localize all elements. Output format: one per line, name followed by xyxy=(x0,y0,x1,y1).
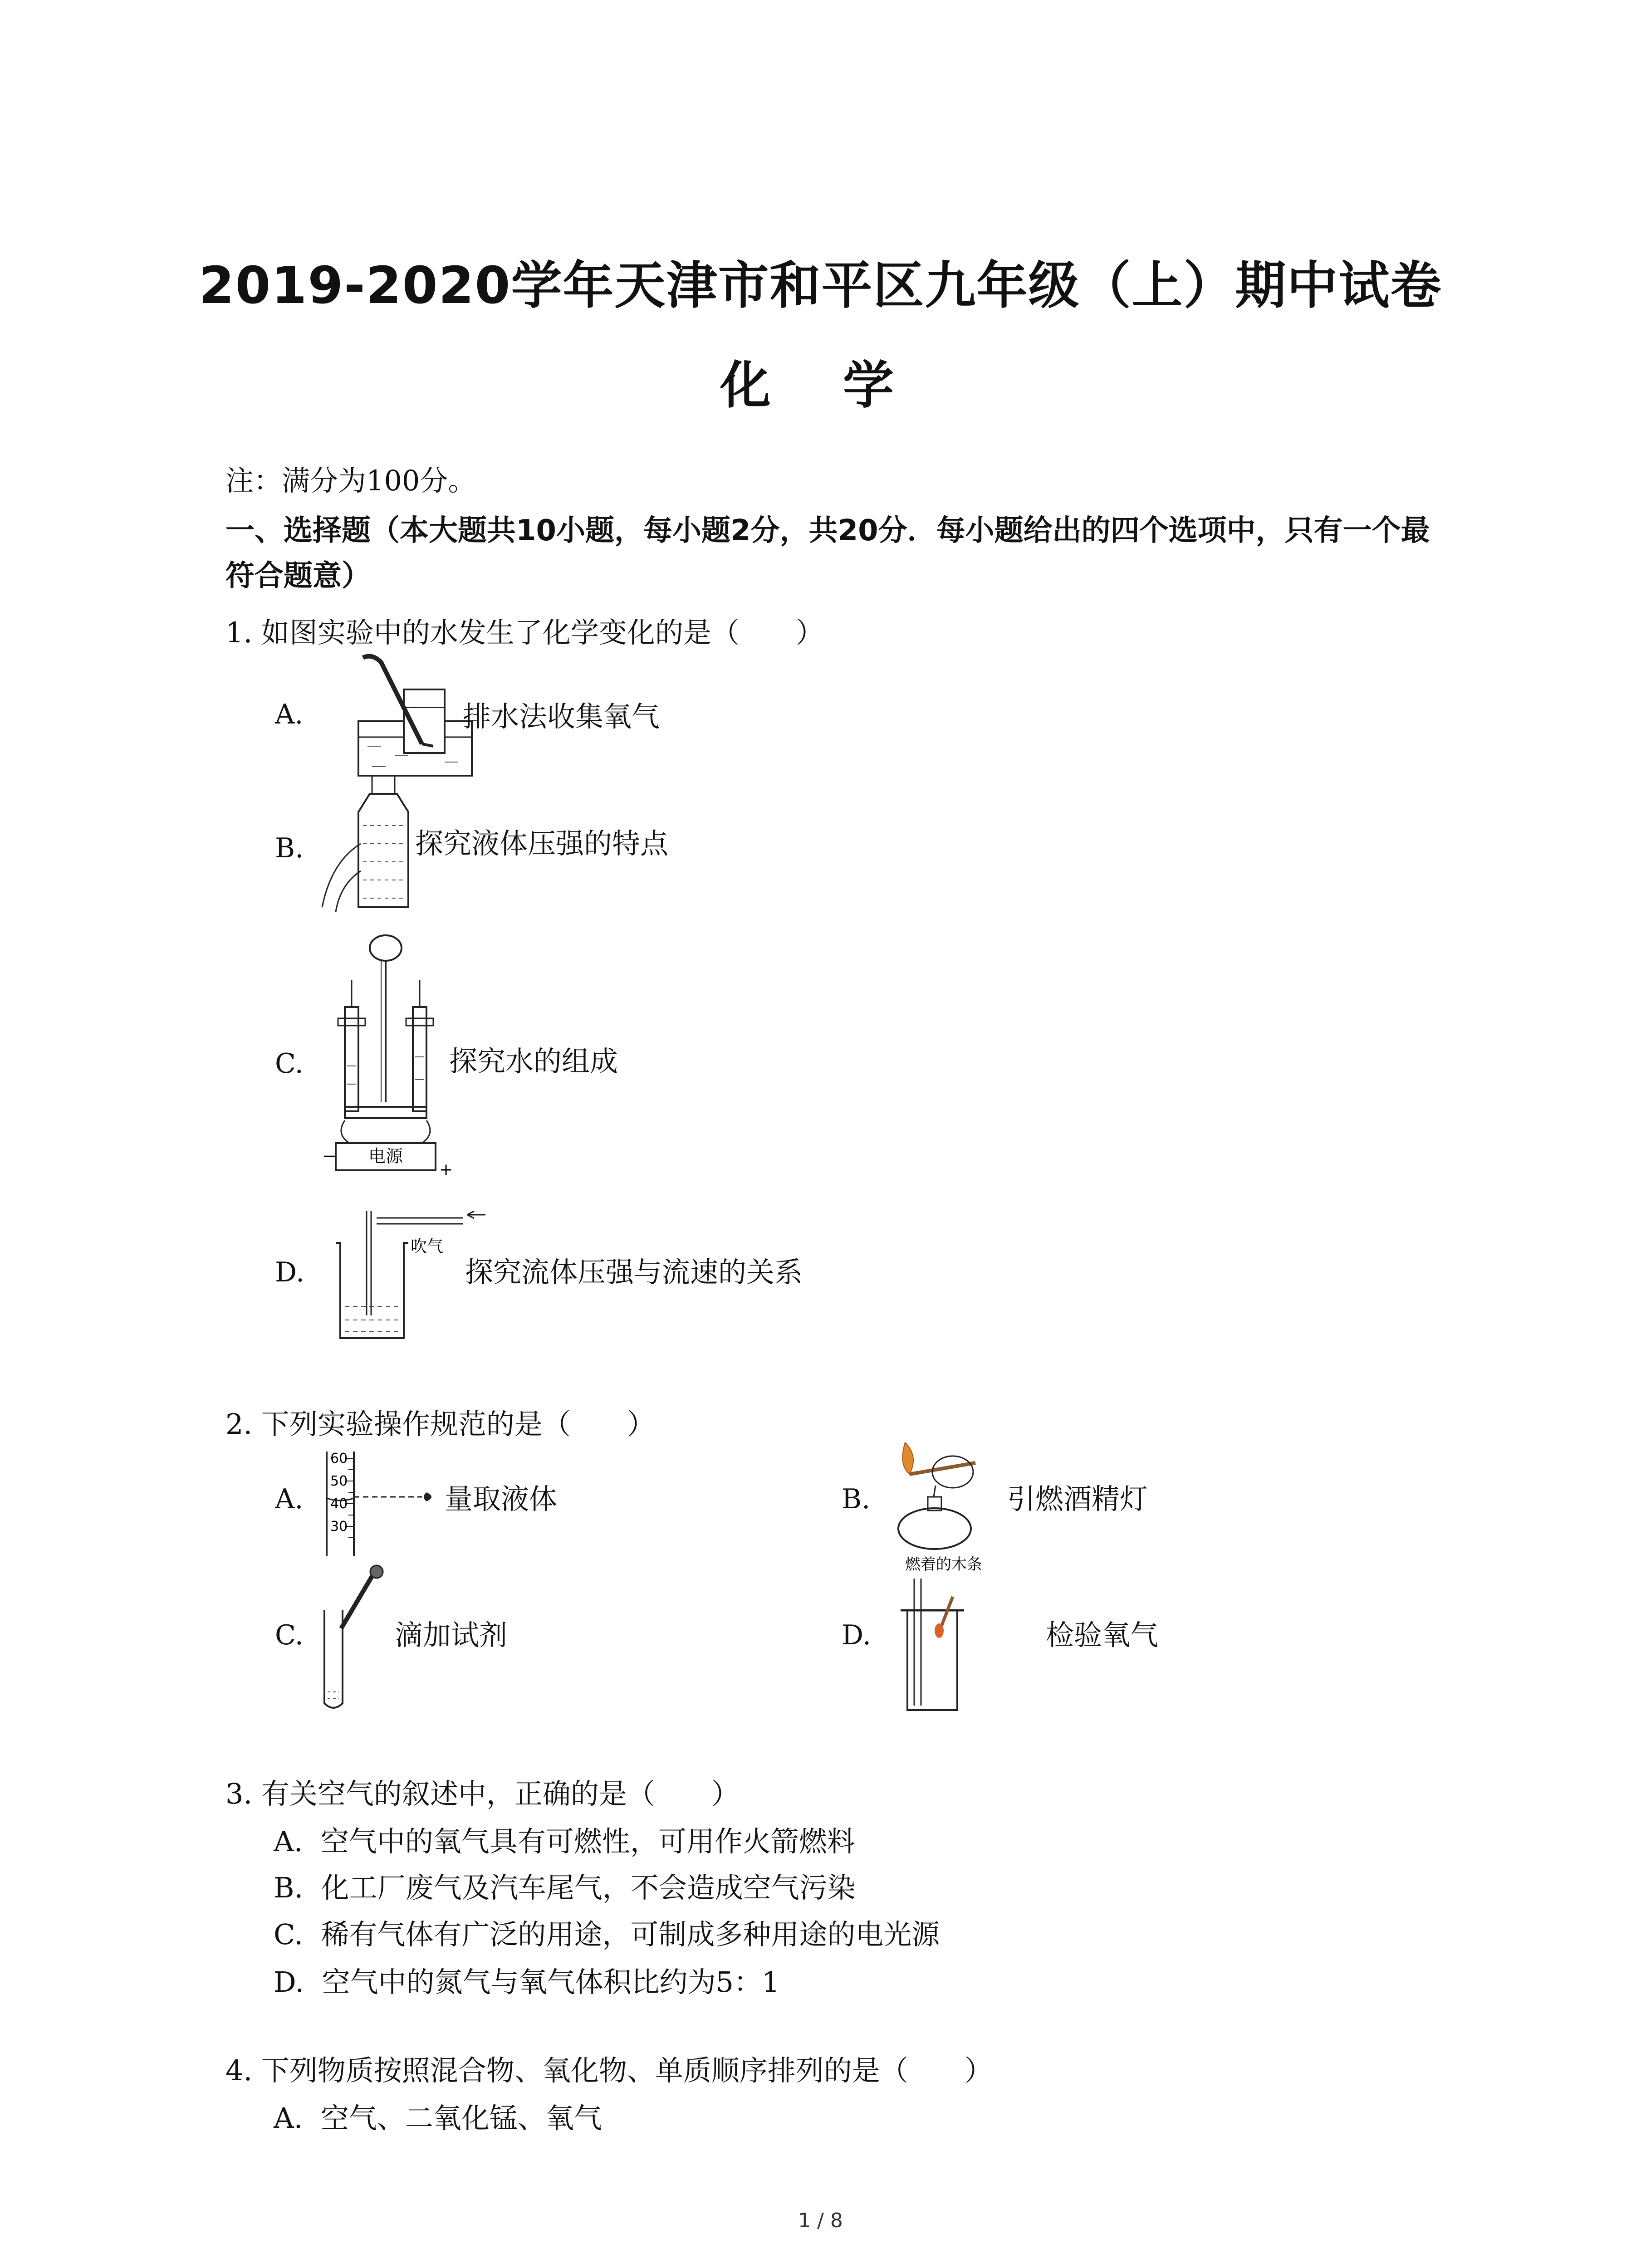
q3-option-d-text: 空气中的氮气与氧气体积比约为5：1 xyxy=(322,1965,780,1999)
q2-a-tick-60: 60 xyxy=(330,1451,348,1466)
q2-option-a-text: 量取液体 xyxy=(445,1482,558,1515)
q3-option-d xyxy=(274,1960,780,2000)
q1-option-c-letter: C. xyxy=(275,1048,304,1080)
question-2-stem: 2. 下列实验操作规范的是（ ） xyxy=(225,1408,655,1441)
q2-a-tick-50: 50 xyxy=(330,1473,348,1489)
q2-option-c-text: 滴加试剂 xyxy=(395,1618,508,1652)
q3-option-c xyxy=(274,1912,940,1952)
q3-option-a xyxy=(274,1819,855,1859)
q3-option-b xyxy=(274,1865,856,1906)
q1-c-power-label: 电源 xyxy=(368,1146,403,1166)
q1-a-water-collection-figure xyxy=(354,649,476,780)
question-4-stem: 4. 下列物质按照混合物、氧化物、单质顺序排列的是（ ） xyxy=(225,2054,993,2087)
q3-option-b-letter: B. xyxy=(274,1871,304,1904)
page-title: 2019-2020学年天津市和平区九年级（上）期中试卷 xyxy=(199,256,1442,315)
q2-option-c-letter: C. xyxy=(275,1619,304,1651)
q1-option-b-text: 探究液体压强的特点 xyxy=(415,827,669,860)
q1-option-d-text: 探究流体压强与流速的关系 xyxy=(465,1256,803,1289)
q1-option-a-letter: A. xyxy=(275,699,304,730)
q2-c-dropper-figure xyxy=(313,1560,395,1715)
q4-option-a-letter: A. xyxy=(274,2102,303,2135)
q2-a-cylinder-figure xyxy=(318,1449,445,1558)
q2-option-b-letter: B. xyxy=(842,1483,871,1515)
q2-option-d-letter: D. xyxy=(842,1619,872,1651)
q1-b-bottle-figure xyxy=(318,771,422,916)
q2-a-tick-30: 30 xyxy=(330,1519,348,1535)
q2-option-b-text: 引燃酒精灯 xyxy=(1007,1482,1148,1515)
question-1-stem: 1. 如图实验中的水发生了化学变化的是（ ） xyxy=(225,616,824,649)
score-note: 注：满分为100分。 xyxy=(225,464,476,497)
q1-option-b-letter: B. xyxy=(275,832,304,864)
q1-c-plus-label: + xyxy=(439,1160,453,1179)
q4-option-a xyxy=(274,2096,602,2136)
q1-c-electrolysis-figure xyxy=(318,930,454,1198)
q3-option-a-text: 空气中的氧气具有可燃性，可用作火箭燃料 xyxy=(320,1825,855,1858)
page-number: 1 / 8 xyxy=(798,2209,843,2232)
q3-option-c-text: 稀有气体有广泛的用途，可制成多种用途的电光源 xyxy=(321,1918,940,1951)
q2-b-caption: 燃着的木条 xyxy=(905,1555,982,1574)
q1-c-minus-label: − xyxy=(322,1146,338,1167)
q1-option-c-text: 探究水的组成 xyxy=(449,1045,618,1078)
q2-b-alcohol-lamp-figure xyxy=(885,1438,1003,1574)
q4-option-a-text: 空气、二氧化锰、氧气 xyxy=(320,2102,602,2135)
q1-option-d-letter: D. xyxy=(275,1256,305,1288)
section-heading: 一、选择题（本大题共10小题，每小题2分，共20分．每小题给出的四个选项中，只有一个最符合题意） xyxy=(225,514,1430,593)
q3-option-d-letter: D. xyxy=(274,1965,304,1999)
q3-option-a-letter: A. xyxy=(274,1825,303,1858)
q2-a-tick-40: 40 xyxy=(330,1496,348,1512)
q3-option-b-text: 化工厂废气及汽车尾气，不会造成空气污染 xyxy=(321,1871,856,1904)
q1-d-blow-label: 吹气 xyxy=(411,1237,444,1256)
q2-d-oxygen-test-figure xyxy=(889,1574,966,1719)
q2-option-d-text: 检验氧气 xyxy=(1046,1618,1159,1652)
subject-title: 化 学 xyxy=(720,356,921,415)
q3-option-c-letter: C. xyxy=(274,1918,303,1951)
q1-option-a-text: 排水法收集氧气 xyxy=(463,700,660,733)
q2-option-a-letter: A. xyxy=(275,1483,304,1515)
question-3-stem: 3. 有关空气的叙述中，正确的是（ ） xyxy=(225,1777,740,1810)
